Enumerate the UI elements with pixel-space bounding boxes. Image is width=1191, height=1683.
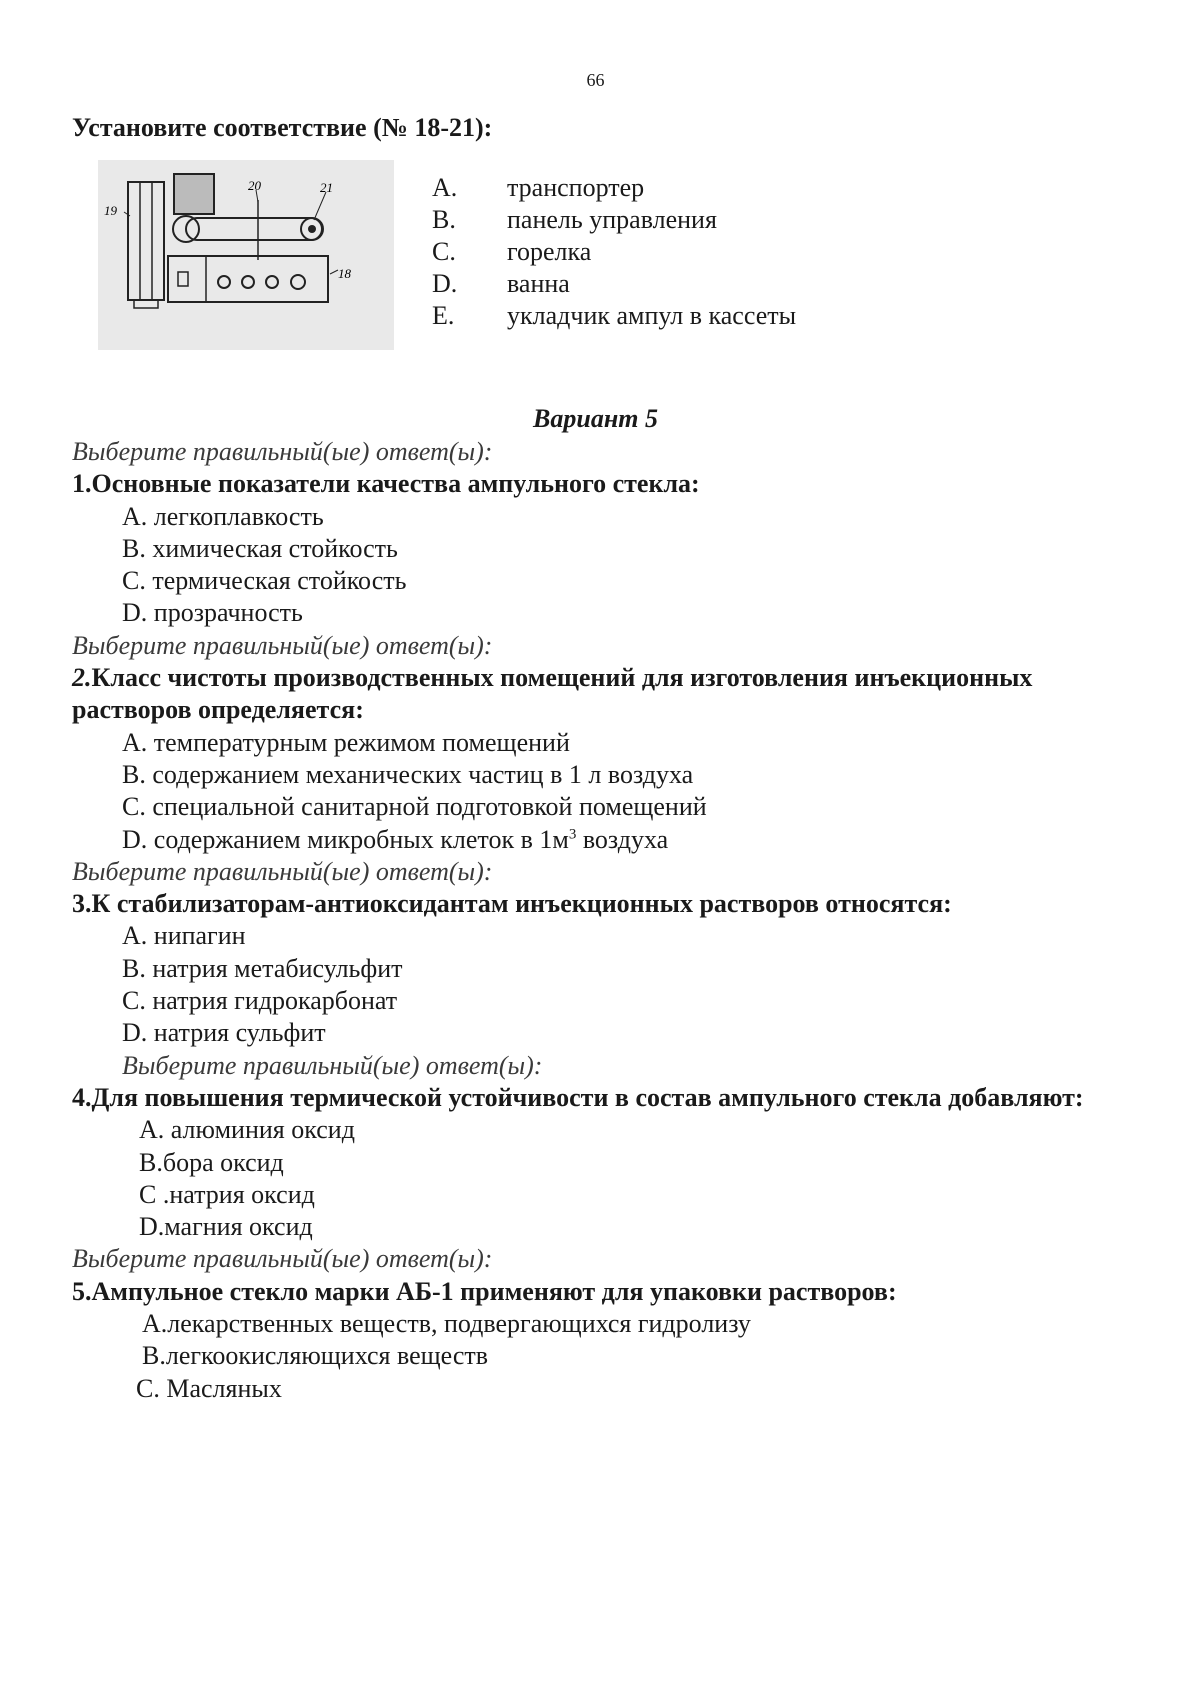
answer-option: C .натрия оксид — [139, 1179, 315, 1209]
legend-text: транспортер — [507, 173, 645, 202]
question-3 — [72, 888, 1132, 920]
answer-option-tail: воздуха — [576, 824, 669, 854]
question-number: 2. — [72, 663, 92, 693]
legend-letter: E. — [432, 301, 455, 330]
legend-text: горелка — [507, 237, 592, 266]
apparatus-figure — [98, 160, 394, 350]
legend-text: укладчик ампул в кассеты — [507, 301, 797, 330]
answer-option: C. натрия гидрокарбонат — [122, 986, 398, 1016]
page-number: 66 — [586, 70, 605, 90]
legend-letter: D. — [432, 269, 458, 298]
answer-option: B. содержанием механических частиц в 1 л воздуха — [122, 759, 694, 789]
legend-item — [432, 204, 796, 236]
answer-option-text: D. содержанием микробных клеток в 1м — [122, 824, 569, 854]
question-4 — [72, 1082, 1132, 1114]
variant-title: Вариант 5 — [533, 404, 658, 433]
answer-option: C. Масляных — [136, 1373, 282, 1403]
legend-letter: C. — [432, 237, 456, 266]
question-number: 1. — [72, 469, 92, 499]
question-text: Основные показатели качества ампульного стекла: — [91, 469, 700, 499]
question-5 — [72, 1276, 1132, 1308]
questions-block — [72, 436, 1132, 1405]
answer-option — [72, 824, 1132, 856]
answer-option: A. нипагин — [122, 921, 246, 951]
answer-option: D. прозрачность — [122, 598, 303, 628]
question-text: Для повышения термической устойчивости в состав ампульного стекла добавляют: — [91, 1082, 1084, 1112]
question-number: 4. — [72, 1082, 92, 1112]
legend-item — [432, 300, 796, 332]
instruction: Выберите правильный(ые) ответ(ы): — [72, 856, 493, 886]
answer-option: B.легкоокисляющихся веществ — [142, 1341, 489, 1371]
legend-letter: B. — [432, 205, 456, 234]
callout-21: 21 — [320, 180, 333, 195]
legend-item — [432, 236, 796, 268]
answer-option: A.лекарственных веществ, подвергающихся гидролизу — [142, 1309, 751, 1339]
instruction: Выберите правильный(ые) ответ(ы): — [72, 630, 493, 660]
apparatus-drawing — [98, 160, 394, 350]
answer-option: C. специальной санитарной подготовкой помещений — [122, 792, 707, 822]
answer-option: A. легкоплавкость — [122, 501, 324, 531]
question-number: 5. — [72, 1276, 92, 1306]
matching-legend — [432, 172, 796, 332]
instruction: Выберите правильный(ые) ответ(ы): — [72, 437, 493, 466]
answer-option: D. натрия сульфит — [122, 1018, 326, 1048]
answer-option: A. температурным режимом помещений — [122, 727, 570, 757]
callout-20: 20 — [248, 178, 261, 193]
question-2 — [72, 662, 1132, 727]
legend-item — [432, 268, 796, 300]
callout-19: 19 — [104, 203, 117, 218]
legend-item — [432, 172, 796, 204]
answer-option: B.бора оксид — [139, 1147, 284, 1177]
superscript: 3 — [568, 825, 577, 842]
question-text: Ампульное стекло марки АБ-1 применяют для упаковки растворов: — [91, 1276, 897, 1306]
callout-18: 18 — [338, 266, 351, 281]
legend-text: панель управления — [507, 205, 717, 234]
question-1 — [72, 468, 1132, 500]
answer-option: B. химическая стойкость — [122, 533, 398, 563]
answer-option: C. термическая стойкость — [122, 566, 407, 596]
answer-option: A. алюминия оксид — [139, 1115, 355, 1145]
answer-option: D.магния оксид — [139, 1212, 313, 1242]
section-title: Установите соответствие (№ 18-21): — [72, 113, 493, 142]
legend-letter: A. — [432, 173, 458, 202]
instruction: Выберите правильный(ые) ответ(ы): — [72, 1244, 493, 1274]
answer-option: B. натрия метабисульфит — [122, 953, 403, 983]
question-text: К стабилизаторам-антиоксидантам инъекционных растворов относятся: — [91, 889, 952, 919]
question-number: 3. — [72, 889, 92, 919]
instruction: Выберите правильный(ые) ответ(ы): — [122, 1050, 543, 1080]
legend-text: ванна — [507, 269, 570, 298]
question-text: Класс чистоты производственных помещений для изготовления инъекционных растворов определяется: — [72, 663, 1033, 725]
